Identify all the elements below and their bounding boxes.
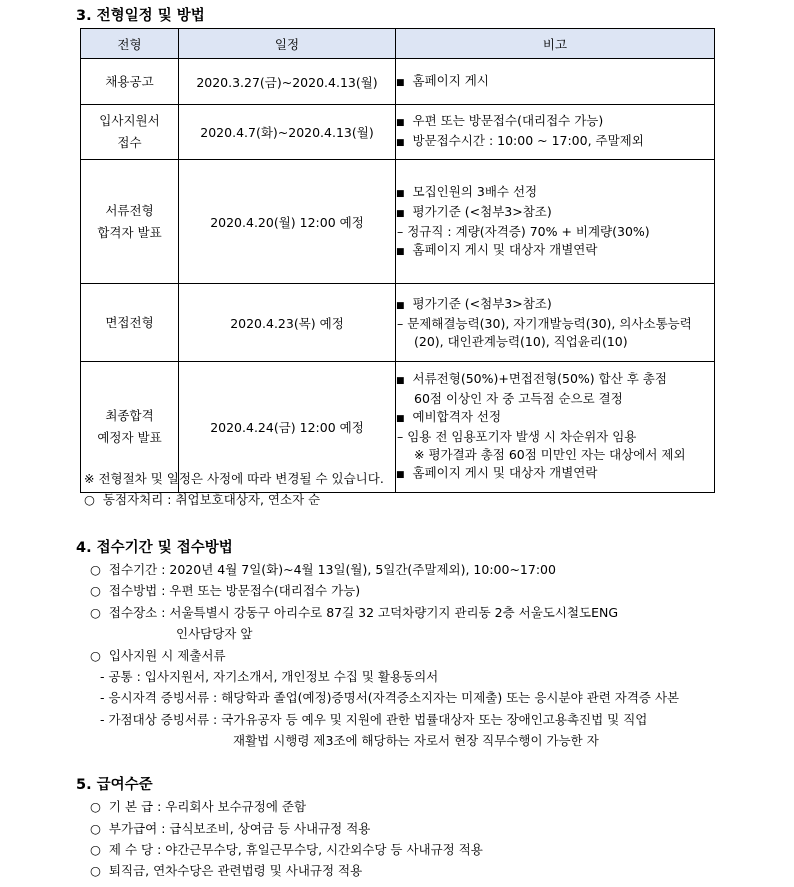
period-item: ○ 접수기간 : 2020년 4월 7일(화)~4월 13일(월), 5일간(주말제외), 10:00~17:00 xyxy=(90,560,556,578)
stage-label: 예정자 발표 xyxy=(97,430,162,445)
stage-label: 면접전형 xyxy=(105,314,154,330)
section3-title: 3. 전형일정 및 방법 xyxy=(76,8,205,24)
note-cell xyxy=(396,105,715,160)
stage-label: 채용공고 xyxy=(105,73,154,89)
date-cell: 2020.4.23(목) 예정 xyxy=(179,284,396,362)
salary-item: ○ 제 수 당 : 야간근무수당, 휴일근무수당, 시간외수당 등 사내규정 적용 xyxy=(90,840,483,858)
docs-title: ○ 입사지원 시 제출서류 xyxy=(90,646,226,664)
stage-cell xyxy=(81,59,179,105)
note-cell xyxy=(396,160,715,284)
salary-item: ○ 기 본 급 : 우리회사 보수규정에 준함 xyxy=(90,797,306,815)
note-cell xyxy=(396,362,715,493)
stage-label: 서류전형 xyxy=(105,202,154,218)
bullet-note: ■ 홈페이지 게시 xyxy=(396,72,714,92)
note-line: (20), 대인관계능력(10), 직업윤리(10) xyxy=(414,333,628,349)
date-cell: 2020.4.7(화)~2020.4.13(월) xyxy=(179,105,396,160)
docs-qualification: - 응시자격 증빙서류 : 해당학과 졸업(예정)증명서(자격증소지자는 미제출) 또는 응시분야 관련 자격증 사본 xyxy=(100,690,680,705)
date-cell: 2020.3.27(금)~2020.4.13(월) xyxy=(179,59,396,105)
stage-label: 입사지원서 xyxy=(99,113,160,128)
note-cell xyxy=(396,284,715,362)
note-line: – 문제해결능력(30), 자기개발능력(30), 의사소통능력 xyxy=(396,315,714,333)
header-date: 일정 xyxy=(179,29,396,59)
bullet-note: ■ 평가기준 (<첨부3>참조) xyxy=(396,295,714,315)
header-note: 비고 xyxy=(396,29,715,59)
table-row xyxy=(81,59,715,105)
bullet-note: ■ 평가기준 (<첨부3>참조) xyxy=(396,203,714,223)
salary-item: ○ 부가급여 : 급식보조비, 상여금 등 사내규정 적용 xyxy=(90,819,370,837)
docs-bonus: - 가점대상 증빙서류 : 국가유공자 등 예우 및 지원에 관한 법률대상자 또는 장애인고용촉진법 및 직업 xyxy=(100,712,648,727)
stage-cell xyxy=(81,160,179,284)
table-row xyxy=(81,160,715,284)
note-cell xyxy=(396,59,715,105)
note-line: ※ 평가결과 총점 60점 미만인 자는 대상에서 제외 xyxy=(396,446,714,464)
bullet-note: ■ 방문접수시간 : 10:00 ~ 17:00, 주말제외 xyxy=(396,132,714,152)
stage-label: 최종합격 xyxy=(105,408,154,423)
stage-cell xyxy=(81,105,179,160)
stage-label: 합격자 발표 xyxy=(97,224,162,240)
note-line: 60점 이상인 자 중 고득점 순으로 결정 xyxy=(414,391,623,406)
bullet-note: ■ 홈페이지 게시 및 대상자 개별연락 xyxy=(396,464,714,484)
place-item: ○ 접수장소 : 서울특별시 강동구 아리수로 87길 32 고덕차량기지 관리동 2층 서울도시철도ENG xyxy=(90,603,618,621)
schedule-footnote: ※ 전형절차 및 일정은 사정에 따라 변경될 수 있습니다. xyxy=(84,471,384,486)
bullet-note: ■ 홈페이지 게시 및 대상자 개별연락 xyxy=(396,241,714,261)
section5-title: 5. 급여수준 xyxy=(76,777,153,793)
table-row xyxy=(81,105,715,160)
tie-rule: ○ 동점자처리 : 취업보호대상자, 연소자 순 xyxy=(84,490,320,508)
section4-title: 4. 접수기간 및 접수방법 xyxy=(76,540,233,556)
note-line: – 정규직 : 계량(자격증) 70% + 비계량(30%) xyxy=(396,223,714,241)
bullet-note: ■ 서류전형(50%)+면접전형(50%) 합산 후 총점 xyxy=(396,370,714,390)
stage-label: 접수 xyxy=(117,135,142,150)
docs-bonus-cont: 재활법 시행령 제3조에 해당하는 자로서 현장 직무수행이 가능한 자 xyxy=(233,733,599,748)
salary-item: ○ 퇴직금, 연차수당은 관련법령 및 사내규정 적용 xyxy=(90,861,362,879)
note-line: – 임용 전 임용포기자 발생 시 차순위자 임용 xyxy=(396,428,714,446)
stage-cell xyxy=(81,284,179,362)
method-item: ○ 접수방법 : 우편 또는 방문접수(대리접수 가능) xyxy=(90,581,360,599)
table-header-row xyxy=(81,29,715,59)
schedule-table xyxy=(80,28,715,493)
bullet-note: ■ 우편 또는 방문접수(대리접수 가능) xyxy=(396,112,714,132)
date-cell: 2020.4.20(월) 12:00 예정 xyxy=(179,160,396,284)
table-row xyxy=(81,284,715,362)
bullet-note: ■ 예비합격자 선정 xyxy=(396,408,714,428)
place-item-cont: 인사담당자 앞 xyxy=(176,626,253,641)
bullet-note: ■ 모집인원의 3배수 선정 xyxy=(396,183,714,203)
docs-common: - 공통 : 입사지원서, 자기소개서, 개인정보 수집 및 활용동의서 xyxy=(100,669,439,684)
header-stage: 전형 xyxy=(81,29,179,59)
date-cell: 2020.4.24(금) 12:00 예정 xyxy=(179,362,396,493)
